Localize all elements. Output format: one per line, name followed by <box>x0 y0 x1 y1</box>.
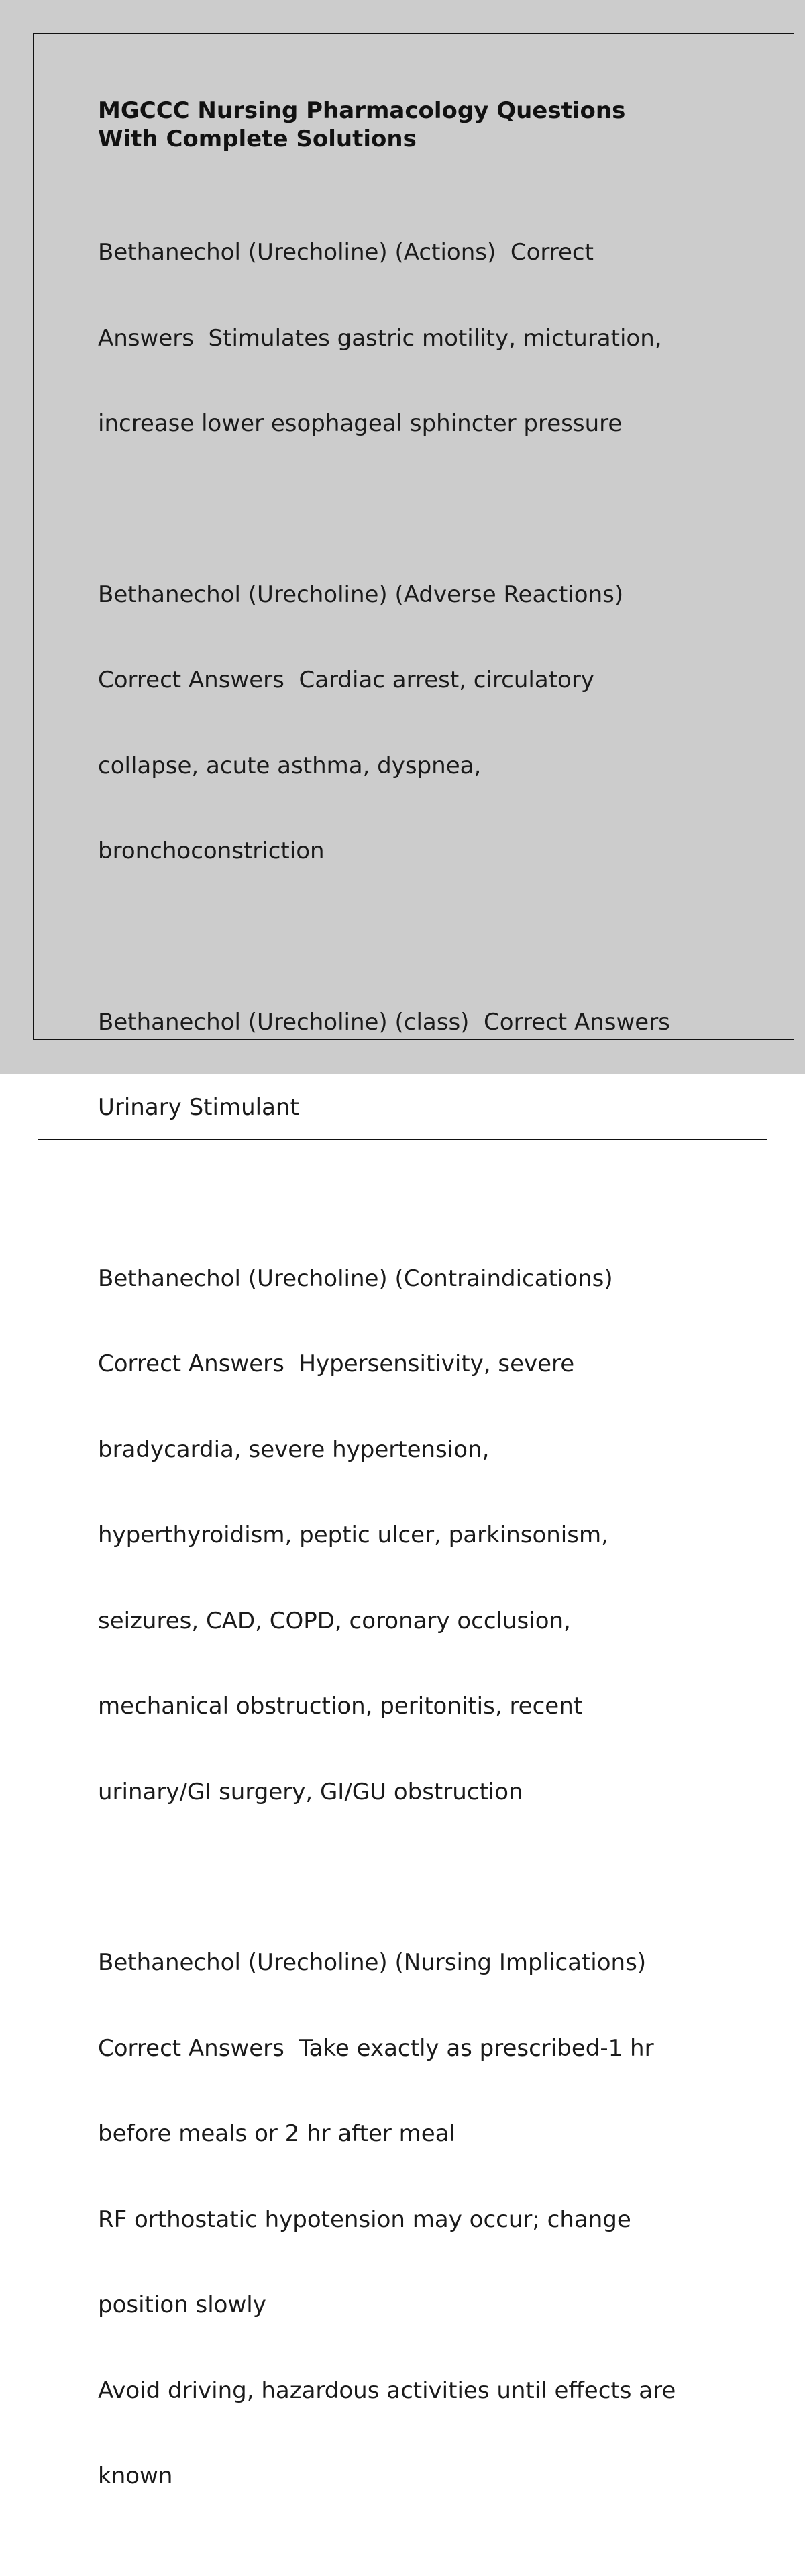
qa-entry-actions <box>98 181 729 495</box>
entry-line: bronchoconstriction <box>98 838 325 864</box>
entry-line: seizures, CAD, COPD, coronary occlusion, <box>98 1607 571 1634</box>
entry-line: position slowly <box>98 2291 266 2318</box>
entry-line: hyperthyroidism, peptic ulcer, parkinsonism, <box>98 1522 608 1548</box>
entry-line: Bethanechol (Urecholine) (Actions) Correct <box>98 239 594 266</box>
entry-line: known <box>98 2463 173 2489</box>
entry-line: before meals or 2 hr after meal <box>98 2120 455 2147</box>
entry-line: bradycardia, severe hypertension, <box>98 1436 490 1463</box>
document-title <box>98 97 729 153</box>
entry-line: Avoid driving, hazardous activities until effects are <box>98 2377 676 2404</box>
title-line: MGCCC Nursing Pharmacology Questions <box>98 97 626 124</box>
entry-line: Urinary Stimulant <box>98 1094 299 1121</box>
entry-line: Bethanechol (Urecholine) (class) Correct Answers <box>98 1008 670 1036</box>
entry-line: Correct Answers Hypersensitivity, severe <box>98 1350 575 1377</box>
bottom-divider <box>38 1139 767 1140</box>
qa-entry-class <box>98 951 729 1179</box>
entry-line: mechanical obstruction, peritonitis, recent <box>98 1693 583 1720</box>
entry-line: collapse, acute asthma, dyspnea, <box>98 752 482 779</box>
entry-line: Bethanechol (Urecholine) (Adverse Reactions) <box>98 581 624 608</box>
entry-line: Correct Answers Take exactly as prescribed-1 hr <box>98 2034 654 2062</box>
title-line: With Complete Solutions <box>98 126 417 152</box>
entry-line: RF orthostatic hypotension may occur; change <box>98 2206 631 2233</box>
document-content <box>98 97 729 2576</box>
entry-line: increase lower esophageal sphincter pressure <box>98 410 623 437</box>
entry-line: urinary/GI surgery, GI/GU obstruction <box>98 1778 523 1805</box>
entry-line: Bethanechol (Urecholine) (Contraindications) <box>98 1265 613 1292</box>
qa-entry-nursing-implications <box>98 1891 729 2548</box>
qa-entry-contraindications <box>98 1207 729 1864</box>
entry-line: Bethanechol (Urecholine) (Nursing Implications) <box>98 1949 647 1976</box>
qa-entry-adverse-reactions <box>98 524 729 923</box>
entry-line: Correct Answers Cardiac arrest, circulatory <box>98 666 594 693</box>
entry-line: Answers Stimulates gastric motility, micturation, <box>98 324 662 352</box>
